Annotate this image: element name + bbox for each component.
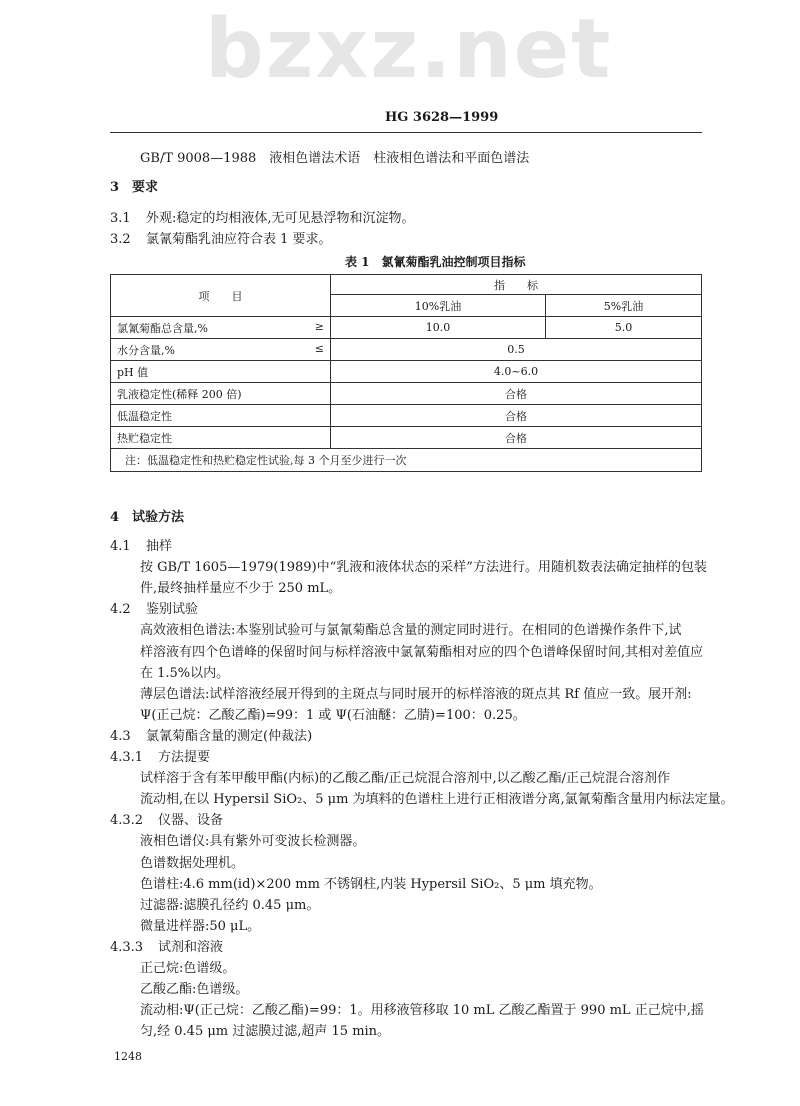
page-number: 1248 xyxy=(114,1050,142,1063)
cell-value: 5.0 xyxy=(546,317,702,339)
col-header-item: 项 目 xyxy=(111,275,331,317)
cell-value: 10.0 xyxy=(331,317,546,339)
comparison-symbol: ≤ xyxy=(314,341,324,355)
clause-number: 4.1 xyxy=(110,539,131,555)
clause-text: 外观:稳定的均相液体,无可见悬浮物和沉淀物。 xyxy=(146,211,415,227)
subclause-heading xyxy=(110,747,710,768)
line-text: 过滤器:滤膜孔径约 0.45 μm。 xyxy=(140,897,320,913)
clause-number: 4.3 xyxy=(110,728,131,744)
reference-standard: GB/T 9008—1988 液相色谱法术语 柱液相色谱法和平面色谱法 xyxy=(140,151,530,166)
line-text: 薄层色谱法:试样溶液经展开得到的主斑点与同时展开的标样溶液的斑点其 Rf 值应一致。展开剂: xyxy=(140,686,692,702)
spec-table xyxy=(110,274,702,472)
col-header-5pct: 5%乳油 xyxy=(546,295,702,317)
paragraph-line xyxy=(110,979,710,1000)
line-text: 件,最终抽样量应不少于 250 mL。 xyxy=(140,581,342,597)
item-label: 水分含量,% xyxy=(117,343,175,357)
table-row xyxy=(111,317,702,339)
row-item xyxy=(111,339,331,361)
clause-number: 4.3.3 xyxy=(110,939,144,955)
row-item: pH 值 xyxy=(111,361,331,383)
clause-number: 4.3.2 xyxy=(110,813,144,829)
line-text: 抽样 xyxy=(146,539,173,555)
row-item: 乳液稳定性(稀释 200 倍) xyxy=(111,383,331,405)
clause-number: 4.2 xyxy=(110,602,131,618)
line-text: Ψ(正己烷：乙酸乙酯)=99：1 或 Ψ(石油醚：乙腈)=100：0.25。 xyxy=(140,707,526,723)
paragraph-line xyxy=(110,958,710,979)
line-text: 色谱柱:4.6 mm(id)×200 mm 不锈钢柱,内装 Hypersil SiO₂、5 μm 填充物。 xyxy=(140,876,602,892)
line-text: 乙酸乙酯:色谱级。 xyxy=(140,982,249,998)
paragraph-line xyxy=(110,663,710,684)
table-row xyxy=(111,383,702,405)
clause-3-1 xyxy=(110,208,710,229)
line-text: 高效液相色谱法:本鉴别试验可与氯氰菊酯总含量的测定同时进行。在相同的色谱操作条件下,试 xyxy=(140,623,682,639)
paragraph-line xyxy=(110,895,710,916)
row-item xyxy=(111,317,331,339)
requirements-section xyxy=(110,148,710,250)
line-text: 匀,经 0.45 μm 过滤膜过滤,超声 15 min。 xyxy=(140,1024,391,1040)
paragraph-line xyxy=(110,557,710,578)
header-rule xyxy=(110,132,702,133)
subclause-heading xyxy=(110,536,710,557)
paragraph-line xyxy=(110,916,710,937)
cell-value: 0.5 xyxy=(331,339,702,361)
paragraph-line xyxy=(110,578,710,599)
subclause-heading xyxy=(110,726,710,747)
paragraph-line xyxy=(110,642,710,663)
row-item: 热贮稳定性 xyxy=(111,427,331,449)
paragraph-line xyxy=(110,768,710,789)
subclause-heading xyxy=(110,810,710,831)
line-text: 鉴别试验 xyxy=(146,602,199,618)
paragraph-line xyxy=(110,684,710,705)
paragraph-line xyxy=(110,789,734,810)
line-text: 按 GB/T 1605—1979(1989)中“乳液和液体状态的采样”方法进行。用随机数表法确定抽样的包装 xyxy=(140,560,707,576)
line-text: 试样溶于含有苯甲酸甲酯(内标)的乙酸乙酯/正己烷混合溶剂中,以乙酸乙酯/正己烷混合溶剂作 xyxy=(140,771,671,787)
line-text: 样溶液有四个色谱峰的保留时间与标样溶液中氯氰菊酯相对应的四个色谱峰保留时间,其相对差值应 xyxy=(140,644,704,660)
table-title: 表 1 氯氰菊酯乳油控制项目指标 xyxy=(345,255,526,269)
cell-value: 4.0~6.0 xyxy=(331,361,702,383)
clause-number: 3.1 xyxy=(110,211,131,227)
paragraph-line xyxy=(110,1000,710,1021)
test-methods-section xyxy=(110,507,734,1042)
col-header-10pct: 10%乳油 xyxy=(331,295,546,317)
row-item: 低温稳定性 xyxy=(111,405,331,427)
paragraph-line xyxy=(110,1021,710,1042)
comparison-symbol: ≥ xyxy=(314,319,324,333)
table-row xyxy=(111,427,702,449)
paragraph-line xyxy=(110,874,710,895)
line-text: 在 1.5%以内。 xyxy=(140,665,230,681)
clause-text: 氯氰菊酯乳油应符合表 1 要求。 xyxy=(146,232,332,248)
paragraph-line xyxy=(110,831,710,852)
clause-number: 3.2 xyxy=(110,232,131,248)
table-note: 注：低温稳定性和热贮稳定性试验,每 3 个月至少进行一次 xyxy=(111,449,702,472)
paragraph-line xyxy=(110,620,710,641)
line-text: 液相色谱仪:具有紫外可变波长检测器。 xyxy=(140,834,366,850)
line-text: 色谱数据处理机。 xyxy=(140,855,245,871)
line-text: 微量进样器:50 μL。 xyxy=(140,918,261,934)
table-row xyxy=(111,339,702,361)
item-label: 氯氰菊酯总含量,% xyxy=(117,321,208,335)
section-3-heading: 3 要求 xyxy=(110,180,159,196)
line-text: 流动相,在以 Hypersil SiO₂、5 μm 为填料的色谱柱上进行正相液谱分离,氯氰菊酯含量用内标法定量。 xyxy=(140,792,734,808)
section-4-body xyxy=(110,536,734,1042)
section-4-heading: 4 试验方法 xyxy=(110,510,185,525)
paragraph-line xyxy=(110,853,710,874)
paragraph-line xyxy=(110,705,710,726)
table-row xyxy=(111,361,702,383)
table-row xyxy=(111,405,702,427)
cell-value: 合格 xyxy=(331,405,702,427)
clause-3-2 xyxy=(110,229,710,250)
line-text: 流动相:Ψ(正己烷：乙酸乙酯)=99：1。用移液管移取 10 mL 乙酸乙酯置于 990 mL 正己烷中,摇 xyxy=(140,1003,704,1019)
line-text: 试剂和溶液 xyxy=(158,939,224,955)
subclause-heading xyxy=(110,937,710,958)
line-text: 正己烷:色谱级。 xyxy=(140,960,236,976)
line-text: 氯氰菊酯含量的测定(仲裁法) xyxy=(146,728,313,744)
line-text: 仪器、设备 xyxy=(158,813,224,829)
cell-value: 合格 xyxy=(331,383,702,405)
subclause-heading xyxy=(110,599,710,620)
clause-number: 4.3.1 xyxy=(110,750,144,766)
watermark: bzxz.net xyxy=(205,2,613,97)
col-header-index: 指 标 xyxy=(331,275,702,295)
standard-number-header: HG 3628—1999 xyxy=(385,110,499,125)
line-text: 方法提要 xyxy=(158,750,211,766)
cell-value: 合格 xyxy=(331,427,702,449)
